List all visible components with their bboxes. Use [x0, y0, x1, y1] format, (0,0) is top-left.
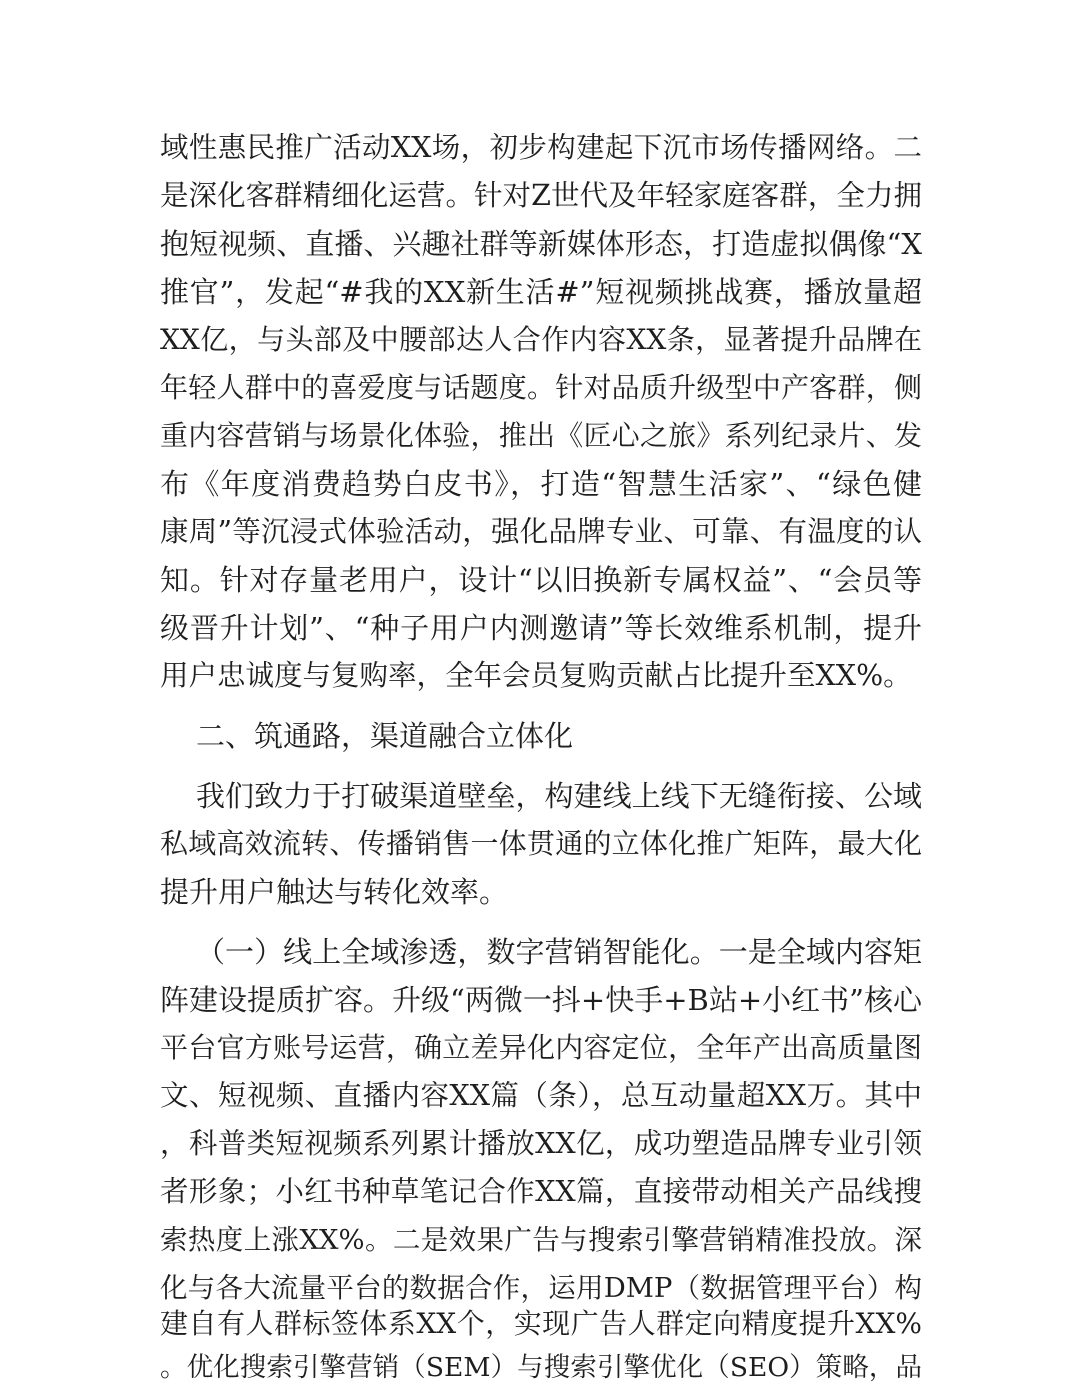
text-line: 文、短视频、直播内容XX篇（条），总互动量超XX万。其中	[160, 1079, 922, 1112]
text-line: 级晋升计划”、“种子用户内测邀请”等长效维系机制，提升	[160, 611, 922, 645]
text-line: （一）线上全域渗透，数字营销智能化。一是全域内容矩	[196, 935, 922, 969]
text-line: 用户忠诚度与复购率，全年会员复购贡献占比提升至XX%。	[160, 659, 912, 692]
text-line: XX亿，与头部及中腰部达人合作内容XX条，显著提升品牌在	[160, 323, 922, 356]
text-line: 年轻人群中的喜爱度与话题度。针对品质升级型中产客群，侧	[160, 371, 922, 404]
section-heading: 二、筑通路，渠道融合立体化	[196, 719, 574, 753]
text-line: 知。针对存量老用户，设计“以旧换新专属权益”、“会员等	[160, 563, 922, 597]
text-line: 化与各大流量平台的数据合作，运用DMP（数据管理平台）构	[160, 1272, 922, 1304]
text-line: 提升用户触达与转化效率。	[160, 875, 509, 909]
text-line: 域性惠民推广活动XX场，初步构建起下沉市场传播网络。二	[160, 131, 922, 164]
text-line: 布《年度消费趋势白皮书》，打造“智慧生活家”、“绿色健	[160, 467, 922, 501]
text-line: 抱短视频、直播、兴趣社群等新媒体形态，打造虚拟偶像“X	[160, 227, 922, 261]
text-line: 索热度上涨XX%。二是效果广告与搜索引擎营销精准投放。深	[160, 1224, 922, 1256]
text-line: 。优化搜索引擎营销（SEM）与搜索引擎优化（SEO）策略，品	[160, 1352, 922, 1383]
text-line: 重内容营销与场景化体验，推出《匠心之旅》系列纪录片、发	[160, 419, 922, 452]
text-line: 私域高效流转、传播销售一体贯通的立体化推广矩阵，最大化	[160, 827, 922, 860]
text-line: 者形象；小红书种草笔记合作XX篇，直接带动相关产品线搜	[160, 1175, 922, 1208]
text-line: 建自有人群标签体系XX个，实现广告人群定向精度提升XX%	[160, 1307, 922, 1340]
text-line: 是深化客群精细化运营。针对Z世代及年轻家庭客群，全力拥	[160, 179, 922, 212]
text-line: ，科普类短视频系列累计播放XX亿，成功塑造品牌专业引领	[160, 1127, 922, 1160]
text-line: 平台官方账号运营，确立差异化内容定位，全年产出高质量图	[160, 1031, 922, 1064]
text-line: 我们致力于打破渠道壁垒，构建线上线下无缝衔接、公域	[196, 779, 922, 813]
text-line: 阵建设提质扩容。升级“两微一抖+快手+B站+小红书”核心	[160, 983, 922, 1017]
text-line: 推官”，发起“#我的XX新生活#”短视频挑战赛，播放量超	[160, 275, 922, 309]
text-line: 康周”等沉浸式体验活动，强化品牌专业、可靠、有温度的认	[160, 515, 922, 548]
